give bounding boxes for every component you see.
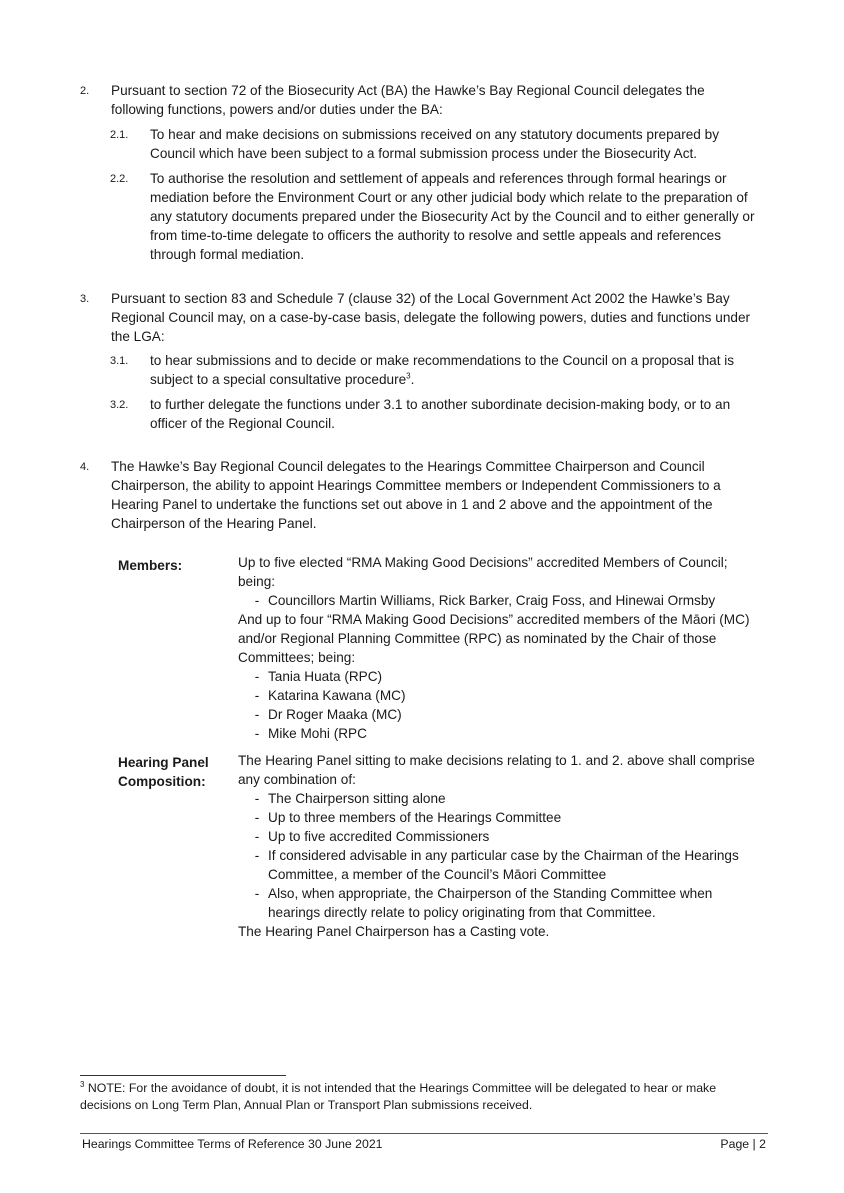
- subsection-text-end: .: [410, 372, 415, 387]
- footer-title: Hearings Committee Terms of Reference 30 June 2021: [82, 1137, 383, 1151]
- footnote-ref[interactable]: 3: [406, 371, 411, 381]
- dash-bullet: -: [254, 707, 260, 722]
- footer-divider: [80, 1133, 768, 1134]
- member-item: [246, 705, 758, 724]
- dash-bullet: -: [254, 669, 260, 684]
- section-text: Pursuant to section 72 of the Biosecurity Act (BA) the Hawke’s Bay Regional Council delegates the following functions, powers and/or duties under the BA:: [111, 83, 705, 117]
- subsection-2-2: [110, 169, 760, 264]
- members-row: [118, 553, 758, 743]
- section-3: [80, 289, 760, 346]
- subsection-text: To hear and make decisions on submissions received on any statutory documents prepared by Council which have been subject to a formal submission process under the Biosecurity Act.: [150, 127, 719, 161]
- councillors-text: Councillors Martin Williams, Rick Barker, Craig Foss, and Hinewai Ormsby: [268, 593, 716, 608]
- composition-item: [246, 789, 758, 808]
- subsection-number: 2.2.: [110, 173, 129, 185]
- composition-item: [246, 827, 758, 846]
- composition-list: [238, 789, 758, 922]
- footnote-number: 3: [80, 1079, 85, 1089]
- members-list: [238, 667, 758, 743]
- member-text: Mike Mohi (RPC: [268, 726, 367, 741]
- dash-bullet: -: [254, 726, 260, 741]
- composition-text: Also, when appropriate, the Chairperson of the Standing Committee when hearings directly relate to policy originating from that Committee.: [268, 886, 713, 920]
- composition-intro: The Hearing Panel sitting to make decisions relating to 1. and 2. above shall comprise any combination of:: [238, 753, 755, 787]
- dash-bullet: -: [254, 886, 260, 901]
- composition-row: [118, 751, 758, 941]
- footnote: [80, 1080, 770, 1114]
- composition-text: If considered advisable in any particular case by the Chairman of the Hearings Committee, a member of the Council’s Māori Committee: [268, 848, 739, 882]
- subsection-2-1: [110, 125, 760, 163]
- page-number: Page | 2: [720, 1137, 766, 1151]
- delegation-table: [118, 553, 758, 941]
- section-number: 3.: [80, 293, 90, 305]
- dash-bullet: -: [254, 791, 260, 806]
- subsection-number: 2.1.: [110, 129, 129, 141]
- members-more: And up to four “RMA Making Good Decisions” accredited members of the Māori (MC) and/or Regional Planning Committee (RPC) as nominated by the Chair of those Committees; being:: [238, 612, 750, 665]
- dash-bullet: -: [254, 829, 260, 844]
- subsection-3-2: [110, 395, 760, 433]
- member-text: Katarina Kawana (MC): [268, 688, 406, 703]
- composition-item: [246, 846, 758, 884]
- section-text: Pursuant to section 83 and Schedule 7 (clause 32) of the Local Government Act 2002 the Hawke’s Bay Regional Council may, on a case-by-case basis, delegate the following powers, duties and functions under the LGA:: [111, 291, 751, 344]
- subsection-number: 3.1.: [110, 355, 129, 367]
- footnote-text: NOTE: For the avoidance of doubt, it is not intended that the Hearings Committee will be delegated to hear or make decisions on Long Term Plan, Annual Plan or Transport Plan submissions received.: [80, 1081, 717, 1112]
- section-number: 4.: [80, 461, 90, 473]
- subsection-3-1: [110, 351, 760, 389]
- subsection-text: To authorise the resolution and settlement of appeals and references through formal hearings or mediation before the Environment Court or any other judicial body which relate to the preparation of any statutory documents prepared under the Biosecurity Act by the Council and to either generally or from time-to-time delegate to officers the authority to resolve and settle appeals and references through formal mediation.: [150, 171, 755, 262]
- member-item: [246, 724, 758, 743]
- dash-bullet: -: [254, 593, 260, 608]
- composition-text: Up to three members of the Hearings Committee: [268, 810, 562, 825]
- section-number: 2.: [80, 85, 90, 97]
- member-item: [246, 667, 758, 686]
- member-text: Tania Huata (RPC): [268, 669, 383, 684]
- subsection-number: 3.2.: [110, 399, 129, 411]
- composition-text: Up to five accredited Commissioners: [268, 829, 490, 844]
- subsection-text: [150, 351, 760, 389]
- dash-bullet: -: [254, 688, 260, 703]
- composition-label-line2: Composition:: [118, 774, 206, 789]
- composition-label: [118, 753, 230, 791]
- dash-bullet: -: [254, 848, 260, 863]
- members-intro: Up to five elected “RMA Making Good Decisions” accredited Members of Council; being:: [238, 555, 728, 589]
- section-2: [80, 81, 760, 119]
- members-value: [238, 553, 758, 743]
- members-label: Members:: [118, 558, 183, 573]
- section-4: [80, 457, 760, 533]
- subsection-text-body: to hear submissions and to decide or make recommendations to the Council on a proposal that is subject to a special consultative procedure: [150, 353, 735, 387]
- composition-item: [246, 808, 758, 827]
- composition-label-line1: Hearing Panel: [118, 755, 209, 770]
- footnote-divider: [80, 1075, 286, 1076]
- section-text: The Hawke’s Bay Regional Council delegates to the Hearings Committee Chairperson and Council Chairperson, the ability to appoint Hearings Committee members or Independent Commissioners to a Hearing Panel to undertake the functions set out above in 1 and 2 above and the appointment of the Chairperson of the Hearing Panel.: [111, 459, 721, 531]
- composition-value: [238, 751, 758, 941]
- dash-bullet: -: [254, 810, 260, 825]
- member-text: Dr Roger Maaka (MC): [268, 707, 402, 722]
- composition-item: [246, 884, 758, 922]
- councillors-item: [238, 591, 758, 610]
- composition-text: The Chairperson sitting alone: [268, 791, 446, 806]
- composition-closing: The Hearing Panel Chairperson has a Casting vote.: [238, 924, 550, 939]
- subsection-text: to further delegate the functions under 3.1 to another subordinate decision-making body, or to an officer of the Regional Council.: [150, 397, 731, 431]
- member-item: [246, 686, 758, 705]
